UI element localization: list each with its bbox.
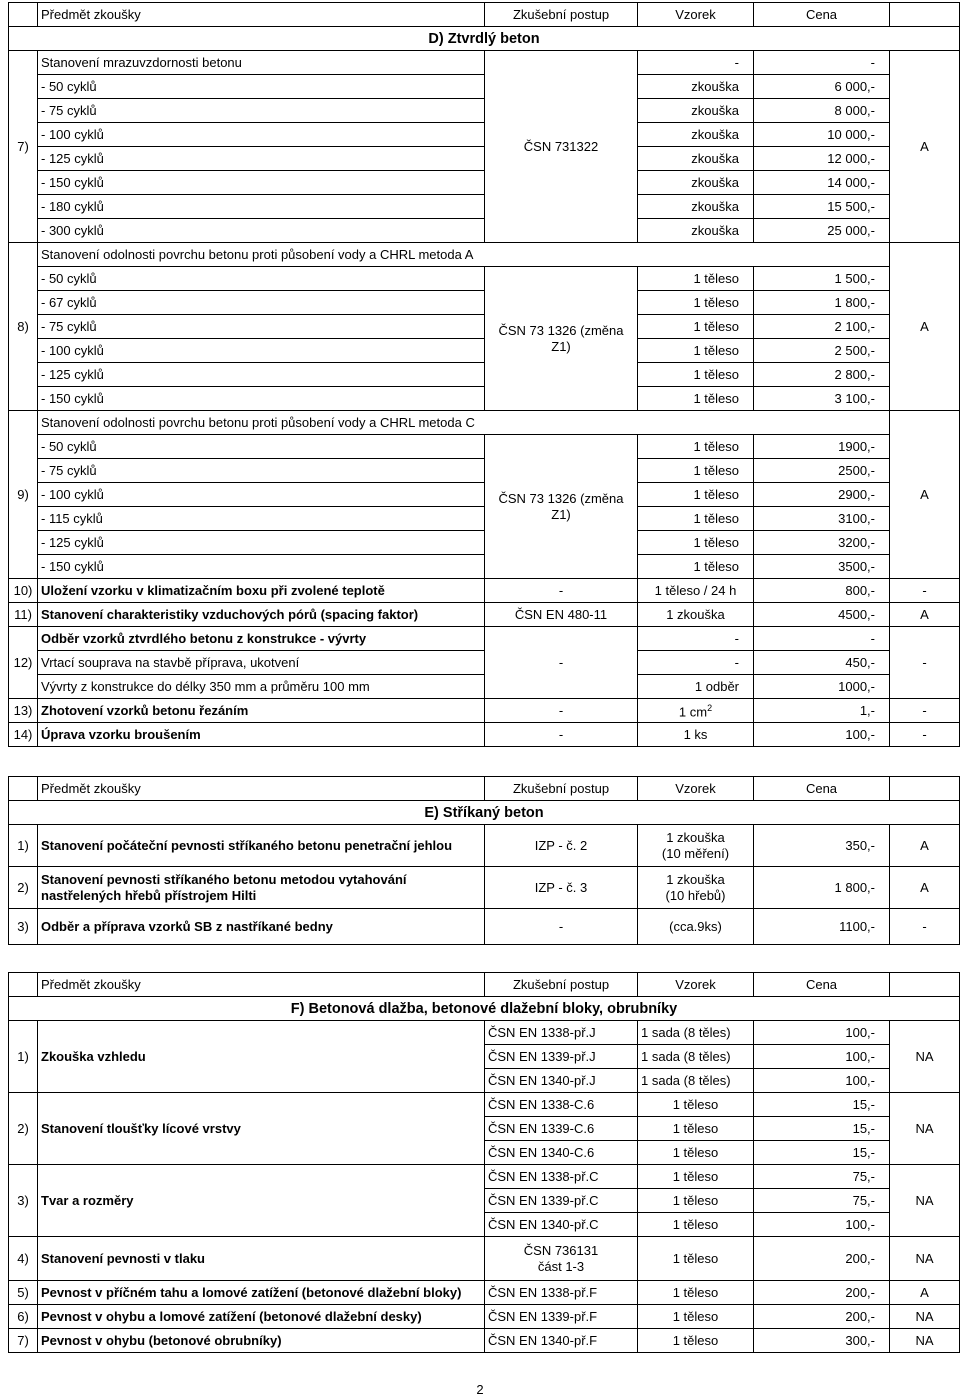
header-sample: Vzorek [638, 3, 754, 27]
price-cell: 15 500,- [754, 195, 890, 219]
price-cell: 75,- [754, 1165, 890, 1189]
method-cell: ČSN EN 1339-př.J [485, 1045, 638, 1069]
sample-cell: 1 těleso [638, 1165, 754, 1189]
page-number: 2 [476, 1382, 484, 1397]
item-label: - 125 cyklů [38, 147, 485, 171]
row-number: 4) [9, 1237, 38, 1281]
price-cell: 1000,- [754, 675, 890, 699]
method-cell: ČSN EN 1339-C.6 [485, 1117, 638, 1141]
accreditation-cell: A [890, 243, 960, 411]
sample-cell: 1 odběr [638, 675, 754, 699]
sample-cell: 1 těleso / 24 h [638, 579, 754, 603]
table-row [9, 267, 960, 291]
table-row [9, 1021, 960, 1045]
row-number: 7) [9, 51, 38, 243]
sample-cell: 1 těleso [638, 1117, 754, 1141]
row-number: 8) [9, 243, 38, 411]
sample-cell [638, 867, 754, 909]
table-row [9, 483, 960, 507]
sample-cell: 1 těleso [638, 363, 754, 387]
price-cell: 100,- [754, 1021, 890, 1045]
accreditation-cell: - [890, 579, 960, 603]
method-cell: ČSN EN 1338-C.6 [485, 1093, 638, 1117]
sample-cell: 1 těleso [638, 387, 754, 411]
section-title-e: E) Stříkaný beton [9, 801, 960, 825]
row-number: 1) [9, 1021, 38, 1093]
header-method: Zkušební postup [485, 777, 638, 801]
table-row [9, 171, 960, 195]
item-label: Pevnost v ohybu a lomové zatížení (betonové dlažební desky) [38, 1305, 485, 1329]
method-cell: IZP - č. 3 [485, 867, 638, 909]
price-cell: 3 100,- [754, 387, 890, 411]
item-label: Odběr a příprava vzorků SB z nastříkané bedny [38, 909, 485, 945]
item-label: Zkouška vzhledu [38, 1021, 485, 1093]
item-label: - 100 cyklů [38, 483, 485, 507]
table-row [9, 435, 960, 459]
price-cell: 200,- [754, 1305, 890, 1329]
price-cell: 100,- [754, 1213, 890, 1237]
price-cell: 1900,- [754, 435, 890, 459]
item-label: Pevnost v příčném tahu a lomové zatížení (betonové dlažební bloky) [38, 1281, 485, 1305]
price-cell: 200,- [754, 1281, 890, 1305]
sample-cell: 1 zkouška [638, 603, 754, 627]
price-cell: 14 000,- [754, 171, 890, 195]
table-row [9, 291, 960, 315]
table-row [9, 1093, 960, 1117]
table-row [9, 123, 960, 147]
sample-cell: 1 těleso [638, 1305, 754, 1329]
header-subject: Předmět zkoušky [38, 973, 485, 997]
method-line: část 1-3 [537, 1258, 585, 1274]
sample-cell: 1 těleso [638, 1329, 754, 1353]
price-cell: 3200,- [754, 531, 890, 555]
table-row [9, 99, 960, 123]
price-cell: 6 000,- [754, 75, 890, 99]
table-row [9, 219, 960, 243]
method-cell: ČSN 73 1326 (změna Z1) [485, 435, 638, 579]
item-label: - 150 cyklů [38, 387, 485, 411]
price-cell: 2 800,- [754, 363, 890, 387]
price-cell: 15,- [754, 1141, 890, 1165]
sample-cell: - [638, 651, 754, 675]
sample-cell: 1 těleso [638, 555, 754, 579]
row-number: 11) [9, 603, 38, 627]
method-cell: - [485, 699, 638, 723]
row-number: 3) [9, 909, 38, 945]
method-cell: ČSN EN 1338-př.J [485, 1021, 638, 1045]
accreditation-cell: A [890, 825, 960, 867]
price-cell: 1,- [754, 699, 890, 723]
group-title: Stanovení odolnosti povrchu betonu proti působení vody a CHRL metoda C [38, 411, 890, 435]
table-row [9, 651, 960, 675]
sample-cell: 1 těleso [638, 459, 754, 483]
sample-cell: 1 ks [638, 723, 754, 747]
accreditation-cell: NA [890, 1237, 960, 1281]
method-cell: ČSN EN 1340-př.C [485, 1213, 638, 1237]
item-label: Vrtací souprava na stavbě příprava, ukotvení [38, 651, 485, 675]
table-row [9, 339, 960, 363]
item-label: - 125 cyklů [38, 363, 485, 387]
sample-cell: 1 těleso [638, 1189, 754, 1213]
price-cell: 4500,- [754, 603, 890, 627]
sample-cell: 1 těleso [638, 1237, 754, 1281]
header-price: Cena [754, 777, 890, 801]
row-number: 5) [9, 1281, 38, 1305]
table-d [8, 2, 960, 747]
section-title-f: F) Betonová dlažba, betonové dlažební bloky, obrubníky [9, 997, 960, 1021]
price-cell: 8 000,- [754, 99, 890, 123]
item-label: - 150 cyklů [38, 171, 485, 195]
price-cell: 450,- [754, 651, 890, 675]
price-cell: 75,- [754, 1189, 890, 1213]
method-cell: ČSN 73 1326 (změna Z1) [485, 267, 638, 411]
table-row [9, 627, 960, 651]
sample-cell: 1 těleso [638, 1281, 754, 1305]
sample-cell: zkouška [638, 147, 754, 171]
sample-cell: zkouška [638, 171, 754, 195]
table-row [9, 603, 960, 627]
table-row [9, 867, 960, 909]
row-number: 9) [9, 411, 38, 579]
item-label: - 50 cyklů [38, 267, 485, 291]
item-label: - 50 cyklů [38, 75, 485, 99]
price-cell: 800,- [754, 579, 890, 603]
item-label: Zhotovení vzorků betonu řezáním [38, 699, 485, 723]
sample-cell: 1 těleso [638, 531, 754, 555]
table-row [9, 1281, 960, 1305]
table-row [9, 411, 960, 435]
price-cell: 10 000,- [754, 123, 890, 147]
price-cell: 1 500,- [754, 267, 890, 291]
group-title: Stanovení odolnosti povrchu betonu proti působení vody a CHRL metoda A [38, 243, 890, 267]
header-method: Zkušební postup [485, 3, 638, 27]
row-number: 1) [9, 825, 38, 867]
row-number: 7) [9, 1329, 38, 1353]
row-number: 3) [9, 1165, 38, 1237]
table-row [9, 723, 960, 747]
price-cell: 100,- [754, 1069, 890, 1093]
table-header [9, 777, 960, 801]
accreditation-cell: - [890, 699, 960, 723]
table-row [9, 363, 960, 387]
item-label: - 115 cyklů [38, 507, 485, 531]
method-cell: ČSN EN 1340-C.6 [485, 1141, 638, 1165]
sample-cell: 1 těleso [638, 1213, 754, 1237]
accreditation-cell: NA [890, 1305, 960, 1329]
table-header [9, 3, 960, 27]
item-label [38, 867, 485, 909]
method-cell: ČSN EN 1339-př.F [485, 1305, 638, 1329]
sample-cell: 1 sada (8 těles) [638, 1069, 754, 1093]
price-cell: - [754, 51, 890, 75]
price-cell: 15,- [754, 1093, 890, 1117]
sample-line: (10 měření) [661, 845, 730, 861]
table-row [9, 1165, 960, 1189]
table-row [9, 75, 960, 99]
method-cell: - [485, 723, 638, 747]
item-label: Vývrty z konstrukce do délky 350 mm a průměru 100 mm [38, 675, 485, 699]
price-cell: 12 000,- [754, 147, 890, 171]
table-row [9, 1329, 960, 1353]
accreditation-cell: - [890, 627, 960, 699]
price-cell: 100,- [754, 1045, 890, 1069]
sample-cell: 1 těleso [638, 315, 754, 339]
sample-cell: zkouška [638, 219, 754, 243]
row-number: 13) [9, 699, 38, 723]
price-cell: 1 800,- [754, 291, 890, 315]
item-label: - 75 cyklů [38, 315, 485, 339]
item-label-line: nastřelených hřebů přístrojem Hilti [41, 887, 257, 903]
sample-cell: 1 těleso [638, 507, 754, 531]
table-row [9, 699, 960, 723]
item-label: - 75 cyklů [38, 459, 485, 483]
price-cell: - [754, 627, 890, 651]
item-label: Úprava vzorku broušením [38, 723, 485, 747]
sample-cell: 1 těleso [638, 435, 754, 459]
accreditation-cell: NA [890, 1021, 960, 1093]
sample-cell [638, 825, 754, 867]
table-row [9, 387, 960, 411]
price-cell: 1 800,- [754, 867, 890, 909]
table-f [8, 972, 960, 1353]
accreditation-cell: NA [890, 1165, 960, 1237]
table-row [9, 315, 960, 339]
method-cell [485, 1237, 638, 1281]
item-label: Stanovení počáteční pevnosti stříkaného betonu penetrační jehlou [38, 825, 485, 867]
item-label: - 180 cyklů [38, 195, 485, 219]
table-row [9, 579, 960, 603]
table-row [9, 675, 960, 699]
accreditation-cell: A [890, 603, 960, 627]
sample-cell: 1 těleso [638, 483, 754, 507]
method-cell: - [485, 579, 638, 603]
accreditation-cell: - [890, 723, 960, 747]
item-label: - 150 cyklů [38, 555, 485, 579]
item-label: - 50 cyklů [38, 435, 485, 459]
accreditation-cell: NA [890, 1329, 960, 1353]
accreditation-cell: - [890, 909, 960, 945]
table-row [9, 531, 960, 555]
item-label: Uložení vzorku v klimatizačním boxu při zvolené teplotě [38, 579, 485, 603]
price-cell: 2 500,- [754, 339, 890, 363]
accreditation-cell: A [890, 867, 960, 909]
sample-line: (10 hřebů) [665, 887, 726, 903]
sample-cell: zkouška [638, 123, 754, 147]
table-row [9, 909, 960, 945]
table-e [8, 776, 960, 945]
header-price: Cena [754, 973, 890, 997]
header-sample: Vzorek [638, 973, 754, 997]
item-label: - 67 cyklů [38, 291, 485, 315]
method-cell: ČSN EN 1339-př.C [485, 1189, 638, 1213]
table-header [9, 973, 960, 997]
item-label: Pevnost v ohybu (betonové obrubníky) [38, 1329, 485, 1353]
table-row [9, 1237, 960, 1281]
price-cell: 2 100,- [754, 315, 890, 339]
accreditation-cell: A [890, 51, 960, 243]
method-cell: ČSN EN 1338-př.F [485, 1281, 638, 1305]
table-row [9, 555, 960, 579]
sample-cell: 1 těleso [638, 1093, 754, 1117]
price-cell: 200,- [754, 1237, 890, 1281]
table-row [9, 459, 960, 483]
item-label: Tvar a rozměry [38, 1165, 485, 1237]
accreditation-cell: NA [890, 1093, 960, 1165]
group-title: Stanovení mrazuvzdornosti betonu [38, 51, 485, 75]
header-subject: Předmět zkoušky [38, 3, 485, 27]
sample-line: 1 zkouška [666, 829, 725, 845]
header-subject: Předmět zkoušky [38, 777, 485, 801]
sample-cell: 1 těleso [638, 1141, 754, 1165]
sample-line: 1 zkouška [666, 871, 725, 887]
header-sample: Vzorek [638, 777, 754, 801]
item-label-line: Stanovení pevnosti stříkaného betonu metodou vytahování [41, 871, 407, 887]
method-cell: - [485, 627, 638, 699]
price-cell: 2500,- [754, 459, 890, 483]
method-cell: ČSN EN 1340-př.J [485, 1069, 638, 1093]
item-label: Stanovení charakteristiky vzduchových pórů (spacing faktor) [38, 603, 485, 627]
accreditation-cell: A [890, 1281, 960, 1305]
header-method: Zkušební postup [485, 973, 638, 997]
sample-cell: - [638, 51, 754, 75]
sample-cell: 1 těleso [638, 267, 754, 291]
sample-cell: zkouška [638, 195, 754, 219]
item-label: - 100 cyklů [38, 123, 485, 147]
table-row [9, 195, 960, 219]
table-row [9, 1305, 960, 1329]
sample-cell: - [638, 627, 754, 651]
method-cell: ČSN 731322 [485, 51, 638, 243]
price-cell: 350,- [754, 825, 890, 867]
sample-cell [638, 699, 754, 723]
header-price: Cena [754, 3, 890, 27]
sample-cell: zkouška [638, 99, 754, 123]
sample-cell: 1 těleso [638, 339, 754, 363]
table-row [9, 825, 960, 867]
sample-text: 1 cm [678, 704, 708, 720]
method-cell: ČSN EN 1340-př.F [485, 1329, 638, 1353]
sample-cell: (cca.9ks) [638, 909, 754, 945]
sample-superscript: 2 [707, 703, 713, 714]
row-number: 6) [9, 1305, 38, 1329]
table-row [9, 507, 960, 531]
item-label: - 125 cyklů [38, 531, 485, 555]
item-label: - 75 cyklů [38, 99, 485, 123]
row-number: 2) [9, 867, 38, 909]
sample-cell: 1 sada (8 těles) [638, 1021, 754, 1045]
table-row [9, 147, 960, 171]
item-label: Odběr vzorků ztvrdlého betonu z konstrukce - vývrty [38, 627, 485, 651]
price-cell: 2900,- [754, 483, 890, 507]
price-cell: 25 000,- [754, 219, 890, 243]
price-cell: 15,- [754, 1117, 890, 1141]
table-row [9, 51, 960, 75]
item-label: Stanovení pevnosti v tlaku [38, 1237, 485, 1281]
method-cell: IZP - č. 2 [485, 825, 638, 867]
method-cell: ČSN EN 480-11 [485, 603, 638, 627]
price-cell: 3100,- [754, 507, 890, 531]
row-number: 12) [9, 627, 38, 699]
accreditation-cell: A [890, 411, 960, 579]
method-cell: ČSN EN 1338-př.C [485, 1165, 638, 1189]
table-row [9, 243, 960, 267]
price-cell: 1100,- [754, 909, 890, 945]
sample-cell: 1 těleso [638, 291, 754, 315]
price-cell: 100,- [754, 723, 890, 747]
row-number: 2) [9, 1093, 38, 1165]
item-label: - 300 cyklů [38, 219, 485, 243]
method-cell: - [485, 909, 638, 945]
price-cell: 3500,- [754, 555, 890, 579]
item-label: - 100 cyklů [38, 339, 485, 363]
item-label: Stanovení tloušťky lícové vrstvy [38, 1093, 485, 1165]
row-number: 10) [9, 579, 38, 603]
method-line: ČSN 736131 [523, 1242, 599, 1258]
sample-cell: zkouška [638, 75, 754, 99]
sample-cell: 1 sada (8 těles) [638, 1045, 754, 1069]
price-cell: 300,- [754, 1329, 890, 1353]
section-title-d: D) Ztvrdlý beton [9, 27, 960, 51]
row-number: 14) [9, 723, 38, 747]
